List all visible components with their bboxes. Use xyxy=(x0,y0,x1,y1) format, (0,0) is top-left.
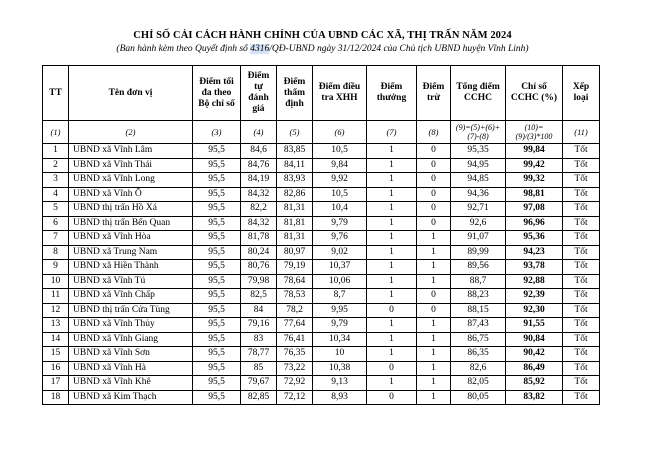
stt-cell: 17 xyxy=(43,376,69,391)
survey-score-cell: 9,76 xyxy=(313,231,367,246)
max-score-cell: 95,5 xyxy=(193,231,241,246)
max-score-cell: 95,5 xyxy=(193,274,241,289)
self-score-cell: 78,77 xyxy=(241,347,277,362)
appraisal-score-cell: 78,53 xyxy=(277,289,313,304)
appraisal-score-cell: 76,41 xyxy=(277,332,313,347)
rank-cell: Tốt xyxy=(563,361,600,376)
stt-cell: 4 xyxy=(43,187,69,202)
header-cell: TT xyxy=(43,66,69,121)
table-row xyxy=(43,216,600,231)
deduction-cell: 0 xyxy=(417,187,451,202)
index-cell: (6) xyxy=(313,121,367,144)
deduction-cell: 0 xyxy=(417,144,451,159)
index-score-cell: 94,23 xyxy=(506,245,563,260)
max-score-cell: 95,5 xyxy=(193,158,241,173)
survey-score-cell: 10,5 xyxy=(313,187,367,202)
self-score-cell: 83 xyxy=(241,332,277,347)
table-row xyxy=(43,332,600,347)
index-cell: (10)=(9)/(3)*100 xyxy=(506,121,563,144)
appraisal-score-cell: 80,97 xyxy=(277,245,313,260)
total-score-cell: 89,56 xyxy=(451,260,506,275)
deduction-cell: 0 xyxy=(417,202,451,217)
table-row xyxy=(43,231,600,246)
document-title: CHỈ SỐ CẢI CÁCH HÀNH CHÍNH CỦA UBND CÁC XÃ, THỊ TRẤN NĂM 2024 xyxy=(133,30,512,41)
appraisal-score-cell: 81,81 xyxy=(277,216,313,231)
deduction-cell: 1 xyxy=(417,260,451,275)
index-cell: (4) xyxy=(241,121,277,144)
total-score-cell: 88,7 xyxy=(451,274,506,289)
bonus-cell: 1 xyxy=(367,376,417,391)
bonus-cell: 1 xyxy=(367,187,417,202)
rank-cell: Tốt xyxy=(563,347,600,362)
rank-cell: Tốt xyxy=(563,144,600,159)
self-score-cell: 84,19 xyxy=(241,173,277,188)
max-score-cell: 95,5 xyxy=(193,245,241,260)
survey-score-cell: 10,34 xyxy=(313,332,367,347)
unit-name-cell: UBND xã Vĩnh Ô xyxy=(69,187,193,202)
document-subtitle xyxy=(0,44,645,54)
max-score-cell: 95,5 xyxy=(193,202,241,217)
deduction-cell: 1 xyxy=(417,361,451,376)
table-row xyxy=(43,376,600,391)
self-score-cell: 81,78 xyxy=(241,231,277,246)
deduction-cell: 0 xyxy=(417,289,451,304)
bonus-cell: 1 xyxy=(367,318,417,333)
self-score-cell: 80,76 xyxy=(241,260,277,275)
survey-score-cell: 9,92 xyxy=(313,173,367,188)
index-score-cell: 85,92 xyxy=(506,376,563,391)
header-cell: Tổng điểm CCHC xyxy=(451,66,506,121)
self-score-cell: 84 xyxy=(241,303,277,318)
stt-cell: 18 xyxy=(43,390,69,405)
index-cell: (11) xyxy=(563,121,600,144)
deduction-cell: 1 xyxy=(417,274,451,289)
header-row xyxy=(43,66,600,121)
index-score-cell: 86,49 xyxy=(506,361,563,376)
stt-cell: 12 xyxy=(43,303,69,318)
stt-cell: 2 xyxy=(43,158,69,173)
survey-score-cell: 10,38 xyxy=(313,361,367,376)
ranking-table xyxy=(42,65,600,405)
index-score-cell: 99,84 xyxy=(506,144,563,159)
max-score-cell: 95,5 xyxy=(193,390,241,405)
rank-cell: Tốt xyxy=(563,173,600,188)
survey-score-cell: 10,06 xyxy=(313,274,367,289)
appraisal-score-cell: 72,92 xyxy=(277,376,313,391)
stt-cell: 5 xyxy=(43,202,69,217)
subtitle-suffix: /QĐ-UBND ngày 31/12/2024 của Chủ tịch UBND huyện Vĩnh Linh) xyxy=(269,44,529,54)
unit-name-cell: UBND xã Vĩnh Khê xyxy=(69,376,193,391)
index-cell: (9)=(5)+(6)+(7)-(8) xyxy=(451,121,506,144)
subtitle-prefix: (Ban hành kèm theo Quyết định số xyxy=(116,44,251,54)
index-cell: (5) xyxy=(277,121,313,144)
index-score-cell: 98,81 xyxy=(506,187,563,202)
index-score-cell: 90,42 xyxy=(506,347,563,362)
bonus-cell: 1 xyxy=(367,332,417,347)
table-row xyxy=(43,390,600,405)
deduction-cell: 1 xyxy=(417,245,451,260)
max-score-cell: 95,5 xyxy=(193,173,241,188)
rank-cell: Tốt xyxy=(563,376,600,391)
table-row xyxy=(43,303,600,318)
self-score-cell: 84,32 xyxy=(241,216,277,231)
stt-cell: 13 xyxy=(43,318,69,333)
stt-cell: 10 xyxy=(43,274,69,289)
rank-cell: Tốt xyxy=(563,202,600,217)
index-score-cell: 90,84 xyxy=(506,332,563,347)
table-row xyxy=(43,202,600,217)
table-row xyxy=(43,187,600,202)
max-score-cell: 95,5 xyxy=(193,187,241,202)
stt-cell: 16 xyxy=(43,361,69,376)
total-score-cell: 89,99 xyxy=(451,245,506,260)
appraisal-score-cell: 81,31 xyxy=(277,231,313,246)
bonus-cell: 1 xyxy=(367,347,417,362)
total-score-cell: 87,43 xyxy=(451,318,506,333)
self-score-cell: 84,6 xyxy=(241,144,277,159)
stt-cell: 1 xyxy=(43,144,69,159)
unit-name-cell: UBND xã Vĩnh Hà xyxy=(69,361,193,376)
survey-score-cell: 10 xyxy=(313,347,367,362)
stt-cell: 9 xyxy=(43,260,69,275)
total-score-cell: 86,35 xyxy=(451,347,506,362)
index-score-cell: 91,55 xyxy=(506,318,563,333)
index-score-cell: 96,96 xyxy=(506,216,563,231)
bonus-cell: 1 xyxy=(367,202,417,217)
survey-score-cell: 9,84 xyxy=(313,158,367,173)
unit-name-cell: UBND thị trấn Hồ Xá xyxy=(69,202,193,217)
deduction-cell: 1 xyxy=(417,332,451,347)
total-score-cell: 94,85 xyxy=(451,173,506,188)
bonus-cell: 1 xyxy=(367,245,417,260)
bonus-cell: 1 xyxy=(367,158,417,173)
index-cell: (7) xyxy=(367,121,417,144)
appraisal-score-cell: 73,22 xyxy=(277,361,313,376)
rank-cell: Tốt xyxy=(563,332,600,347)
unit-name-cell: UBND xã Vĩnh Thái xyxy=(69,158,193,173)
deduction-cell: 0 xyxy=(417,303,451,318)
max-score-cell: 95,5 xyxy=(193,376,241,391)
unit-name-cell: UBND thị trấn Cửa Tùng xyxy=(69,303,193,318)
header-cell: Điểm điều tra XHH xyxy=(313,66,367,121)
rank-cell: Tốt xyxy=(563,158,600,173)
survey-score-cell: 9,79 xyxy=(313,216,367,231)
index-score-cell: 92,88 xyxy=(506,274,563,289)
stt-cell: 15 xyxy=(43,347,69,362)
max-score-cell: 95,5 xyxy=(193,303,241,318)
total-score-cell: 92,6 xyxy=(451,216,506,231)
unit-name-cell: UBND xã Vĩnh Long xyxy=(69,173,193,188)
header-cell: Chỉ số CCHC (%) xyxy=(506,66,563,121)
rank-cell: Tốt xyxy=(563,289,600,304)
table-row xyxy=(43,245,600,260)
total-score-cell: 95,35 xyxy=(451,144,506,159)
bonus-cell: 1 xyxy=(367,260,417,275)
total-score-cell: 82,05 xyxy=(451,376,506,391)
max-score-cell: 95,5 xyxy=(193,361,241,376)
rank-cell: Tốt xyxy=(563,231,600,246)
header-cell: Điểm trừ xyxy=(417,66,451,121)
total-score-cell: 94,95 xyxy=(451,158,506,173)
table-row xyxy=(43,289,600,304)
appraisal-score-cell: 76,35 xyxy=(277,347,313,362)
bonus-cell: 1 xyxy=(367,231,417,246)
unit-name-cell: UBND xã Vĩnh Hòa xyxy=(69,231,193,246)
total-score-cell: 86,75 xyxy=(451,332,506,347)
survey-score-cell: 9,02 xyxy=(313,245,367,260)
appraisal-score-cell: 83,85 xyxy=(277,144,313,159)
header-cell: Xếp loại xyxy=(563,66,600,121)
index-score-cell: 99,42 xyxy=(506,158,563,173)
max-score-cell: 95,5 xyxy=(193,332,241,347)
deduction-cell: 0 xyxy=(417,158,451,173)
survey-score-cell: 8,7 xyxy=(313,289,367,304)
deduction-cell: 1 xyxy=(417,318,451,333)
deduction-cell: 1 xyxy=(417,347,451,362)
survey-score-cell: 9,13 xyxy=(313,376,367,391)
appraisal-score-cell: 83,93 xyxy=(277,173,313,188)
table-row xyxy=(43,361,600,376)
table-row xyxy=(43,158,600,173)
table-body xyxy=(43,144,600,405)
stt-cell: 8 xyxy=(43,245,69,260)
rank-cell: Tốt xyxy=(563,216,600,231)
unit-name-cell: UBND xã Vĩnh Thủy xyxy=(69,318,193,333)
bonus-cell: 0 xyxy=(367,303,417,318)
header-cell: Điểm tự đánh giá xyxy=(241,66,277,121)
unit-name-cell: UBND xã Vĩnh Lâm xyxy=(69,144,193,159)
index-cell: (8) xyxy=(417,121,451,144)
bonus-cell: 1 xyxy=(367,289,417,304)
table-row xyxy=(43,347,600,362)
self-score-cell: 79,67 xyxy=(241,376,277,391)
bonus-cell: 0 xyxy=(367,361,417,376)
self-score-cell: 82,2 xyxy=(241,202,277,217)
rank-cell: Tốt xyxy=(563,390,600,405)
rank-cell: Tốt xyxy=(563,187,600,202)
rank-cell: Tốt xyxy=(563,303,600,318)
appraisal-score-cell: 78,64 xyxy=(277,274,313,289)
stt-cell: 3 xyxy=(43,173,69,188)
max-score-cell: 95,5 xyxy=(193,216,241,231)
survey-score-cell: 9,79 xyxy=(313,318,367,333)
appraisal-score-cell: 79,19 xyxy=(277,260,313,275)
total-score-cell: 92,71 xyxy=(451,202,506,217)
unit-name-cell: UBND xã Vĩnh Chấp xyxy=(69,289,193,304)
self-score-cell: 84,76 xyxy=(241,158,277,173)
unit-name-cell: UBND xã Trung Nam xyxy=(69,245,193,260)
unit-name-cell: UBND xã Vĩnh Tú xyxy=(69,274,193,289)
index-cell: (2) xyxy=(69,121,193,144)
survey-score-cell: 10,5 xyxy=(313,144,367,159)
index-cell: (1) xyxy=(43,121,69,144)
total-score-cell: 94,36 xyxy=(451,187,506,202)
header-cell: Điểm thưởng xyxy=(367,66,417,121)
table-row xyxy=(43,274,600,289)
deduction-cell: 1 xyxy=(417,231,451,246)
rank-cell: Tốt xyxy=(563,318,600,333)
bonus-cell: 1 xyxy=(367,274,417,289)
deduction-cell: 0 xyxy=(417,173,451,188)
unit-name-cell: UBND xã Kim Thạch xyxy=(69,390,193,405)
stt-cell: 6 xyxy=(43,216,69,231)
header-cell: Điểm thẩm định xyxy=(277,66,313,121)
deduction-cell: 1 xyxy=(417,390,451,405)
header-cell: Tên đơn vị xyxy=(69,66,193,121)
total-score-cell: 80,05 xyxy=(451,390,506,405)
bonus-cell: 1 xyxy=(367,144,417,159)
rank-cell: Tốt xyxy=(563,274,600,289)
survey-score-cell: 10,4 xyxy=(313,202,367,217)
max-score-cell: 95,5 xyxy=(193,144,241,159)
unit-name-cell: UBND thị trấn Bến Quan xyxy=(69,216,193,231)
column-index-row xyxy=(43,121,600,144)
stt-cell: 7 xyxy=(43,231,69,246)
survey-score-cell: 8,93 xyxy=(313,390,367,405)
total-score-cell: 91,07 xyxy=(451,231,506,246)
table-row xyxy=(43,173,600,188)
unit-name-cell: UBND xã Vĩnh Sơn xyxy=(69,347,193,362)
index-cell: (3) xyxy=(193,121,241,144)
index-score-cell: 95,36 xyxy=(506,231,563,246)
bonus-cell: 1 xyxy=(367,216,417,231)
deduction-cell: 0 xyxy=(417,216,451,231)
survey-score-cell: 10,37 xyxy=(313,260,367,275)
decision-number: 4316 xyxy=(250,44,270,54)
index-score-cell: 93,78 xyxy=(506,260,563,275)
appraisal-score-cell: 81,31 xyxy=(277,202,313,217)
self-score-cell: 82,5 xyxy=(241,289,277,304)
appraisal-score-cell: 78,2 xyxy=(277,303,313,318)
max-score-cell: 95,5 xyxy=(193,260,241,275)
unit-name-cell: UBND xã Vĩnh Giang xyxy=(69,332,193,347)
appraisal-score-cell: 72,12 xyxy=(277,390,313,405)
unit-name-cell: UBND xã Hiền Thành xyxy=(69,260,193,275)
bonus-cell: 1 xyxy=(367,173,417,188)
self-score-cell: 82,85 xyxy=(241,390,277,405)
header-cell: Điểm tối đa theo Bộ chỉ số xyxy=(193,66,241,121)
table-row xyxy=(43,318,600,333)
appraisal-score-cell: 84,11 xyxy=(277,158,313,173)
appraisal-score-cell: 82,86 xyxy=(277,187,313,202)
rank-cell: Tốt xyxy=(563,245,600,260)
max-score-cell: 95,5 xyxy=(193,289,241,304)
self-score-cell: 84,32 xyxy=(241,187,277,202)
index-score-cell: 97,08 xyxy=(506,202,563,217)
stt-cell: 11 xyxy=(43,289,69,304)
self-score-cell: 79,16 xyxy=(241,318,277,333)
stt-cell: 14 xyxy=(43,332,69,347)
index-score-cell: 92,30 xyxy=(506,303,563,318)
survey-score-cell: 9,95 xyxy=(313,303,367,318)
max-score-cell: 95,5 xyxy=(193,318,241,333)
max-score-cell: 95,5 xyxy=(193,347,241,362)
total-score-cell: 88,23 xyxy=(451,289,506,304)
table-row xyxy=(43,260,600,275)
bonus-cell: 0 xyxy=(367,390,417,405)
deduction-cell: 1 xyxy=(417,376,451,391)
index-score-cell: 99,32 xyxy=(506,173,563,188)
total-score-cell: 88,15 xyxy=(451,303,506,318)
self-score-cell: 80,24 xyxy=(241,245,277,260)
total-score-cell: 82,6 xyxy=(451,361,506,376)
index-score-cell: 83,82 xyxy=(506,390,563,405)
self-score-cell: 79,98 xyxy=(241,274,277,289)
table-row xyxy=(43,144,600,159)
index-score-cell: 92,39 xyxy=(506,289,563,304)
appraisal-score-cell: 77,64 xyxy=(277,318,313,333)
rank-cell: Tốt xyxy=(563,260,600,275)
self-score-cell: 85 xyxy=(241,361,277,376)
